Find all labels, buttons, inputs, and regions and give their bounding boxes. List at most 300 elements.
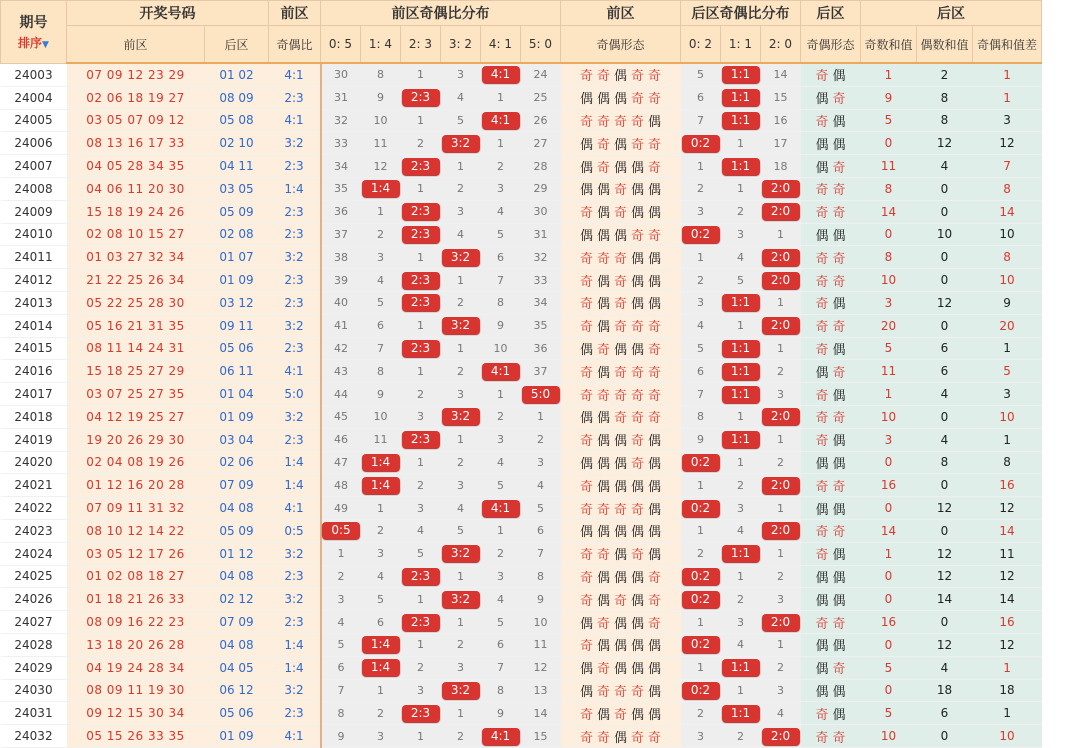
front-pattern-cell (561, 519, 681, 542)
odd-mark: 奇 (832, 320, 846, 336)
even-mark: 偶 (648, 707, 662, 723)
front-pattern-cell (561, 86, 681, 109)
front-dist-cell: 1 (401, 633, 441, 656)
even-mark: 偶 (832, 342, 846, 358)
front-dist-cell: 2 (321, 565, 361, 588)
front-dist-cell: 2 (441, 451, 481, 474)
even-sum-cell: 0 (917, 405, 973, 428)
odd-mark: 奇 (579, 114, 593, 130)
even-mark: 偶 (815, 456, 829, 472)
front-pattern-cell (561, 428, 681, 451)
front-numbers-cell: 03 07 25 27 35 (67, 383, 205, 406)
even-mark: 偶 (579, 684, 593, 700)
hit-ratio-badge: 3:2 (442, 249, 480, 266)
even-mark: 偶 (613, 456, 627, 472)
back-numbers-cell: 03 05 (205, 177, 269, 200)
back-pattern-cell (801, 428, 861, 451)
back-dist-cell (721, 337, 761, 360)
back-pattern-cell (801, 246, 861, 269)
odd-sum-cell: 10 (861, 405, 917, 428)
even-sum-cell: 12 (917, 497, 973, 520)
even-sum-cell: 4 (917, 155, 973, 178)
even-mark: 偶 (613, 160, 627, 176)
odd-mark: 奇 (596, 251, 610, 267)
diff-cell: 20 (973, 314, 1042, 337)
front-dist-cell: 1 (401, 63, 441, 86)
front-dist-cell: 11 (361, 428, 401, 451)
back-numbers-cell: 01 09 (205, 725, 269, 748)
front-dist-cell: 2 (441, 291, 481, 314)
hit-ratio-badge: 0:2 (682, 226, 720, 243)
front-dist-cell: 27 (521, 132, 561, 155)
table-row (1, 269, 1042, 292)
issue-cell: 24022 (1, 497, 67, 520)
front-ratio-cell: 3:2 (269, 314, 321, 337)
diff-cell: 1 (973, 63, 1042, 86)
hit-ratio-badge: 2:0 (762, 203, 800, 220)
odd-mark: 奇 (815, 320, 829, 336)
odd-mark: 奇 (631, 69, 645, 85)
hit-ratio-badge: 2:0 (762, 249, 800, 266)
back-dist-cell: 1 (721, 679, 761, 702)
table-row (1, 109, 1042, 132)
front-dist-cell: 12 (361, 155, 401, 178)
front-dist-cell (441, 314, 481, 337)
front-numbers-cell: 02 08 10 15 27 (67, 223, 205, 246)
front-dist-cell: 45 (321, 405, 361, 428)
front-dist-cell: 1 (441, 337, 481, 360)
hit-ratio-badge: 3:2 (442, 682, 480, 699)
even-mark: 偶 (613, 434, 627, 450)
table-row (1, 588, 1042, 611)
odd-mark: 奇 (631, 137, 645, 153)
even-mark: 偶 (832, 297, 846, 313)
back-dist-cell: 3 (721, 611, 761, 634)
front-ratio-0-5: 0: 5 (321, 26, 361, 64)
front-dist-cell: 1 (401, 588, 441, 611)
front-ratio-cell: 2:3 (269, 200, 321, 223)
odd-sum-cell: 9 (861, 86, 917, 109)
odd-sum-cell: 0 (861, 633, 917, 656)
odd-sum-cell: 14 (861, 200, 917, 223)
front-dist-cell: 9 (481, 702, 521, 725)
odd-mark: 奇 (613, 114, 627, 130)
odd-mark: 奇 (832, 92, 846, 108)
front-dist-cell (401, 86, 441, 109)
hit-ratio-badge: 0:2 (682, 568, 720, 585)
odd-sum-cell: 16 (861, 611, 917, 634)
back-pattern-cell (801, 405, 861, 428)
back-dist-cell: 1 (761, 428, 801, 451)
even-sum-cell: 0 (917, 725, 973, 748)
front-dist-cell: 6 (481, 246, 521, 269)
sort-label: 排序 (18, 36, 43, 51)
front-dist-cell: 5 (321, 633, 361, 656)
back-pattern-cell (801, 223, 861, 246)
diff-cell: 5 (973, 360, 1042, 383)
front-ratio-1-4: 1: 4 (361, 26, 401, 64)
hit-ratio-badge: 2:3 (402, 294, 440, 311)
sort-button[interactable] (1, 34, 66, 51)
front-numbers-cell: 02 04 08 19 26 (67, 451, 205, 474)
back-pattern-cell (801, 474, 861, 497)
hit-ratio-badge: 2:3 (402, 203, 440, 220)
front-dist-cell: 41 (321, 314, 361, 337)
front-dist-cell: 37 (521, 360, 561, 383)
even-mark: 偶 (596, 183, 610, 199)
even-mark: 偶 (579, 616, 593, 632)
back-dist-cell: 3 (761, 588, 801, 611)
odd-mark: 奇 (815, 114, 829, 130)
hit-ratio-badge: 2:0 (762, 728, 800, 745)
front-dist-cell: 3 (441, 656, 481, 679)
diff-cell: 12 (973, 132, 1042, 155)
odd-mark: 奇 (648, 730, 662, 746)
odd-mark: 奇 (596, 502, 610, 518)
front-dist-cell: 8 (321, 702, 361, 725)
front-dist-cell: 1 (401, 246, 441, 269)
back-numbers-cell: 03 12 (205, 291, 269, 314)
diff-header: 奇偶和值差 (973, 26, 1042, 64)
front-dist-cell (361, 633, 401, 656)
back-pattern-cell (801, 86, 861, 109)
front-dist-cell: 5 (481, 474, 521, 497)
back-pattern-cell (801, 291, 861, 314)
back-dist-cell (761, 519, 801, 542)
front-dist-cell: 3 (441, 200, 481, 223)
even-mark: 偶 (579, 183, 593, 199)
hit-ratio-badge: 1:1 (722, 363, 760, 380)
back-dist-cell: 3 (681, 291, 721, 314)
back-dist-cell: 2 (761, 656, 801, 679)
odd-mark: 奇 (613, 365, 627, 381)
front-dist-cell: 1 (441, 155, 481, 178)
hit-ratio-badge: 2:3 (402, 89, 440, 106)
back-dist-cell: 3 (721, 497, 761, 520)
back-pattern-cell (801, 269, 861, 292)
front-dist-cell: 4 (441, 223, 481, 246)
front-dist-cell: 3 (441, 63, 481, 86)
front-dist-cell: 6 (521, 519, 561, 542)
even-mark: 偶 (815, 137, 829, 153)
odd-mark: 奇 (815, 251, 829, 267)
hit-ratio-badge: 5:0 (522, 386, 560, 403)
odd-sum-cell: 10 (861, 725, 917, 748)
even-sum-cell: 12 (917, 132, 973, 155)
table-row (1, 451, 1042, 474)
odd-mark: 奇 (596, 388, 610, 404)
front-numbers-cell: 09 12 15 30 34 (67, 702, 205, 725)
even-mark: 偶 (815, 92, 829, 108)
front-ratio-cell: 1:4 (269, 474, 321, 497)
back-pattern-cell (801, 588, 861, 611)
front-dist-cell: 34 (321, 155, 361, 178)
front-dist-cell: 5 (401, 542, 441, 565)
even-mark: 偶 (832, 434, 846, 450)
diff-cell: 9 (973, 291, 1042, 314)
odd-sum-cell: 0 (861, 497, 917, 520)
even-mark: 偶 (631, 297, 645, 313)
back-dist-cell (721, 656, 761, 679)
front-dist-cell: 4 (481, 451, 521, 474)
odd-mark: 奇 (815, 548, 829, 564)
front-dist-cell: 1 (401, 109, 441, 132)
back-numbers-cell: 01 02 (205, 63, 269, 86)
back-dist-cell: 16 (761, 109, 801, 132)
front-dist-cell (481, 109, 521, 132)
front-dist-cell: 10 (361, 109, 401, 132)
issue-cell: 24012 (1, 269, 67, 292)
odd-mark: 奇 (832, 411, 846, 427)
diff-cell: 12 (973, 633, 1042, 656)
front-dist-cell: 25 (521, 86, 561, 109)
front-dist-cell: 2 (481, 542, 521, 565)
even-mark: 偶 (815, 593, 829, 609)
front-dist-cell: 3 (481, 565, 521, 588)
front-numbers-cell: 08 09 16 22 23 (67, 611, 205, 634)
odd-mark: 奇 (815, 616, 829, 632)
front-dist-cell: 1 (481, 383, 521, 406)
odd-mark: 奇 (832, 525, 846, 541)
front-ratio-cell: 2:3 (269, 611, 321, 634)
even-mark: 偶 (596, 206, 610, 222)
back-dist-cell: 1 (681, 155, 721, 178)
back-dist-cell: 2 (721, 588, 761, 611)
back-dist-cell: 9 (681, 428, 721, 451)
odd-mark: 奇 (648, 570, 662, 586)
even-mark: 偶 (832, 388, 846, 404)
table-row (1, 291, 1042, 314)
front-numbers-cell: 13 18 20 26 28 (67, 633, 205, 656)
front-dist-cell: 7 (521, 542, 561, 565)
back-numbers-cell: 01 09 (205, 405, 269, 428)
front-numbers-cell: 07 09 11 31 32 (67, 497, 205, 520)
table-row (1, 611, 1042, 634)
odd-sum-cell: 0 (861, 565, 917, 588)
back-dist-cell (681, 223, 721, 246)
front-dist-cell: 2 (441, 725, 481, 748)
back-ratio-1-1: 1: 1 (721, 26, 761, 64)
back-sum-group-header: 后区 (861, 1, 1042, 26)
back-odd-even-dist-header: 后区奇偶比分布 (681, 1, 801, 26)
odd-mark: 奇 (648, 342, 662, 358)
front-dist-cell: 1 (441, 565, 481, 588)
even-sum-header: 偶数和值 (917, 26, 973, 64)
front-ratio-cell: 4:1 (269, 497, 321, 520)
even-mark: 偶 (631, 342, 645, 358)
front-ratio-cell: 2:3 (269, 269, 321, 292)
back-dist-cell: 2 (681, 702, 721, 725)
odd-mark: 奇 (579, 639, 593, 655)
front-numbers-cell: 04 12 19 25 27 (67, 405, 205, 428)
front-dist-cell: 5 (521, 497, 561, 520)
even-sum-cell: 12 (917, 542, 973, 565)
front-ratio-cell: 2:3 (269, 565, 321, 588)
back-dist-cell (681, 633, 721, 656)
front-dist-cell (481, 360, 521, 383)
back-dist-cell: 1 (761, 497, 801, 520)
issue-cell: 24007 (1, 155, 67, 178)
even-sum-cell: 0 (917, 519, 973, 542)
hit-ratio-badge: 1:1 (722, 431, 760, 448)
back-dist-cell (681, 132, 721, 155)
even-mark: 偶 (631, 639, 645, 655)
even-mark: 偶 (613, 342, 627, 358)
even-sum-cell: 8 (917, 109, 973, 132)
front-dist-cell: 10 (521, 611, 561, 634)
front-dist-cell: 32 (521, 246, 561, 269)
even-mark: 偶 (648, 662, 662, 678)
hit-ratio-badge: 2:3 (402, 568, 440, 585)
back-numbers-cell: 08 09 (205, 86, 269, 109)
front-dist-cell: 2 (361, 702, 401, 725)
front-dist-cell (401, 269, 441, 292)
back-dist-cell (761, 405, 801, 428)
table-header (1, 1, 1042, 64)
odd-mark: 奇 (579, 274, 593, 290)
back-numbers-cell: 09 11 (205, 314, 269, 337)
even-mark: 偶 (648, 456, 662, 472)
even-mark: 偶 (631, 525, 645, 541)
odd-sum-cell: 1 (861, 542, 917, 565)
front-dist-cell: 1 (321, 542, 361, 565)
diff-cell: 8 (973, 177, 1042, 200)
issue-cell: 24021 (1, 474, 67, 497)
odd-sum-cell: 0 (861, 451, 917, 474)
back-dist-cell: 4 (721, 246, 761, 269)
issue-cell: 24019 (1, 428, 67, 451)
table-row (1, 519, 1042, 542)
front-dist-cell: 36 (521, 337, 561, 360)
even-mark: 偶 (815, 365, 829, 381)
even-mark: 偶 (596, 365, 610, 381)
diff-cell: 3 (973, 109, 1042, 132)
front-dist-cell: 9 (521, 588, 561, 611)
even-mark: 偶 (596, 411, 610, 427)
odd-mark: 奇 (613, 593, 627, 609)
odd-mark: 奇 (579, 365, 593, 381)
front-numbers-cell: 08 11 14 24 31 (67, 337, 205, 360)
front-dist-cell: 8 (481, 291, 521, 314)
even-mark: 偶 (596, 593, 610, 609)
diff-cell: 1 (973, 337, 1042, 360)
hit-ratio-badge: 2:0 (762, 408, 800, 425)
back-pattern-cell (801, 565, 861, 588)
front-dist-cell: 4 (441, 86, 481, 109)
front-dist-cell: 48 (321, 474, 361, 497)
front-ratio-cell: 3:2 (269, 405, 321, 428)
table-row (1, 656, 1042, 679)
back-dist-cell (721, 383, 761, 406)
even-mark: 偶 (832, 456, 846, 472)
back-pattern-cell (801, 360, 861, 383)
table-row (1, 497, 1042, 520)
hit-ratio-badge: 2:3 (402, 431, 440, 448)
odd-mark: 奇 (613, 707, 627, 723)
back-dist-cell: 2 (721, 200, 761, 223)
front-pattern-cell (561, 633, 681, 656)
back-dist-cell: 4 (721, 633, 761, 656)
front-dist-cell: 1 (441, 702, 481, 725)
odd-mark: 奇 (832, 274, 846, 290)
front-pattern-cell (561, 474, 681, 497)
back-dist-cell (721, 360, 761, 383)
back-pattern-cell (801, 542, 861, 565)
even-sum-cell: 14 (917, 588, 973, 611)
even-mark: 偶 (579, 160, 593, 176)
odd-mark: 奇 (815, 183, 829, 199)
hit-ratio-badge: 4:1 (482, 500, 520, 517)
even-mark: 偶 (613, 639, 627, 655)
odd-mark: 奇 (631, 320, 645, 336)
odd-mark: 奇 (648, 137, 662, 153)
back-dist-cell: 2 (761, 360, 801, 383)
odd-mark: 奇 (613, 320, 627, 336)
front-dist-cell: 10 (481, 337, 521, 360)
front-ratio-cell: 0:5 (269, 519, 321, 542)
odd-mark: 奇 (613, 502, 627, 518)
odd-mark: 奇 (631, 228, 645, 244)
back-dist-cell (721, 63, 761, 86)
back-dist-cell (681, 451, 721, 474)
odd-mark: 奇 (648, 92, 662, 108)
odd-mark: 奇 (613, 206, 627, 222)
odd-sum-cell: 1 (861, 63, 917, 86)
back-dist-cell (761, 314, 801, 337)
odd-mark: 奇 (631, 548, 645, 564)
even-sum-cell: 8 (917, 86, 973, 109)
back-dist-cell (721, 155, 761, 178)
back-pattern-cell (801, 155, 861, 178)
front-dist-cell: 3 (361, 246, 401, 269)
back-ratio-0-2: 0: 2 (681, 26, 721, 64)
hit-ratio-badge: 4:1 (482, 728, 520, 745)
front-dist-cell (481, 725, 521, 748)
diff-cell: 16 (973, 611, 1042, 634)
odd-mark: 奇 (832, 160, 846, 176)
back-dist-cell: 1 (721, 177, 761, 200)
even-mark: 偶 (579, 662, 593, 678)
back-dist-cell: 17 (761, 132, 801, 155)
odd-mark: 奇 (579, 206, 593, 222)
hit-ratio-badge: 3:2 (442, 317, 480, 334)
issue-cell: 24029 (1, 656, 67, 679)
even-mark: 偶 (596, 92, 610, 108)
front-dist-cell: 9 (361, 86, 401, 109)
hit-ratio-badge: 1:4 (362, 454, 400, 471)
front-ratio-5-0: 5: 0 (521, 26, 561, 64)
hit-ratio-badge: 1:1 (722, 340, 760, 357)
back-pattern-cell (801, 725, 861, 748)
back-dist-cell (721, 542, 761, 565)
back-pattern-cell (801, 656, 861, 679)
even-mark: 偶 (815, 160, 829, 176)
front-pattern-cell (561, 679, 681, 702)
table-row (1, 428, 1042, 451)
even-mark: 偶 (815, 502, 829, 518)
back-dist-cell: 4 (681, 314, 721, 337)
table-row (1, 63, 1042, 86)
odd-mark: 奇 (832, 730, 846, 746)
hit-ratio-badge: 2:3 (402, 614, 440, 631)
odd-mark: 奇 (631, 730, 645, 746)
front-dist-cell: 7 (481, 656, 521, 679)
odd-mark: 奇 (579, 548, 593, 564)
even-mark: 偶 (815, 228, 829, 244)
hit-ratio-badge: 3:2 (442, 591, 480, 608)
diff-cell: 8 (973, 451, 1042, 474)
odd-mark: 奇 (648, 228, 662, 244)
